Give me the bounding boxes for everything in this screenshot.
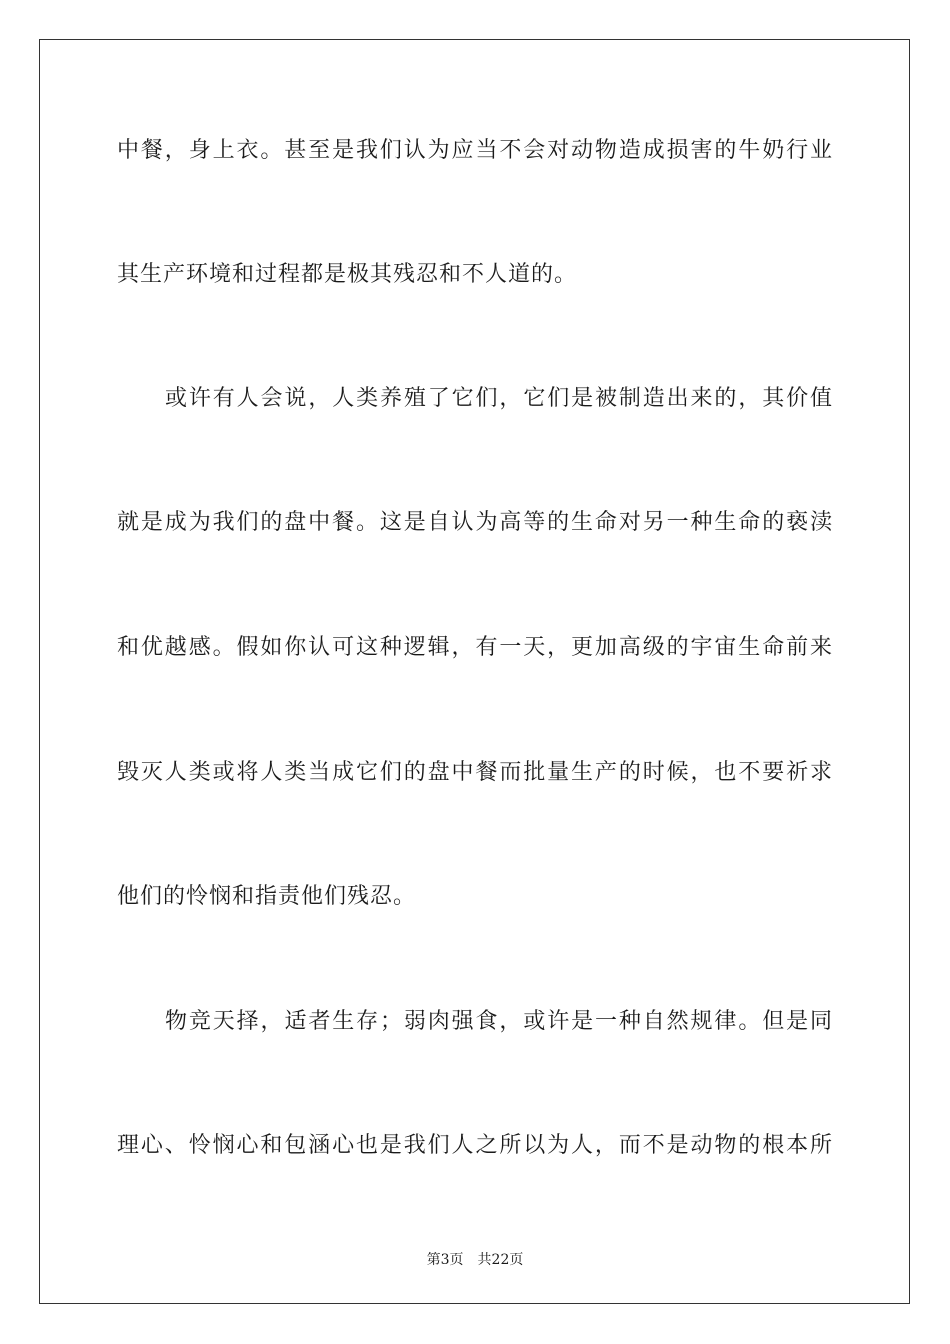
page-footer: [0, 1249, 950, 1269]
text-line-1: 中餐，身上衣。甚至是我们认为应当不会对动物造成损害的牛奶行业: [117, 138, 833, 163]
page-border: [39, 39, 910, 1304]
text-line-4: 就是成为我们的盘中餐。这是自认为高等的生命对另一种生命的亵渎: [117, 510, 833, 535]
text-line-7: 他们的怜悯和指责他们残忍。: [117, 884, 417, 909]
text-line-3: 或许有人会说，人类养殖了它们，它们是被制造出来的，其价值: [165, 386, 833, 411]
text-line-9: 理心、怜悯心和包涵心也是我们人之所以为人，而不是动物的根本所: [117, 1133, 833, 1158]
text-line-8: 物竞天择，适者生存；弱肉强食，或许是一种自然规律。但是同: [165, 1009, 833, 1034]
text-line-2: 其生产环境和过程都是极其残忍和不人道的。: [117, 262, 578, 287]
text-line-5: 和优越感。假如你认可这种逻辑，有一天，更加高级的宇宙生命前来: [117, 635, 833, 660]
page-number: 第3页: [426, 1252, 464, 1268]
page-total: 共22页: [477, 1252, 524, 1268]
text-line-6: 毁灭人类或将人类当成它们的盘中餐而批量生产的时候，也不要祈求: [117, 760, 833, 785]
